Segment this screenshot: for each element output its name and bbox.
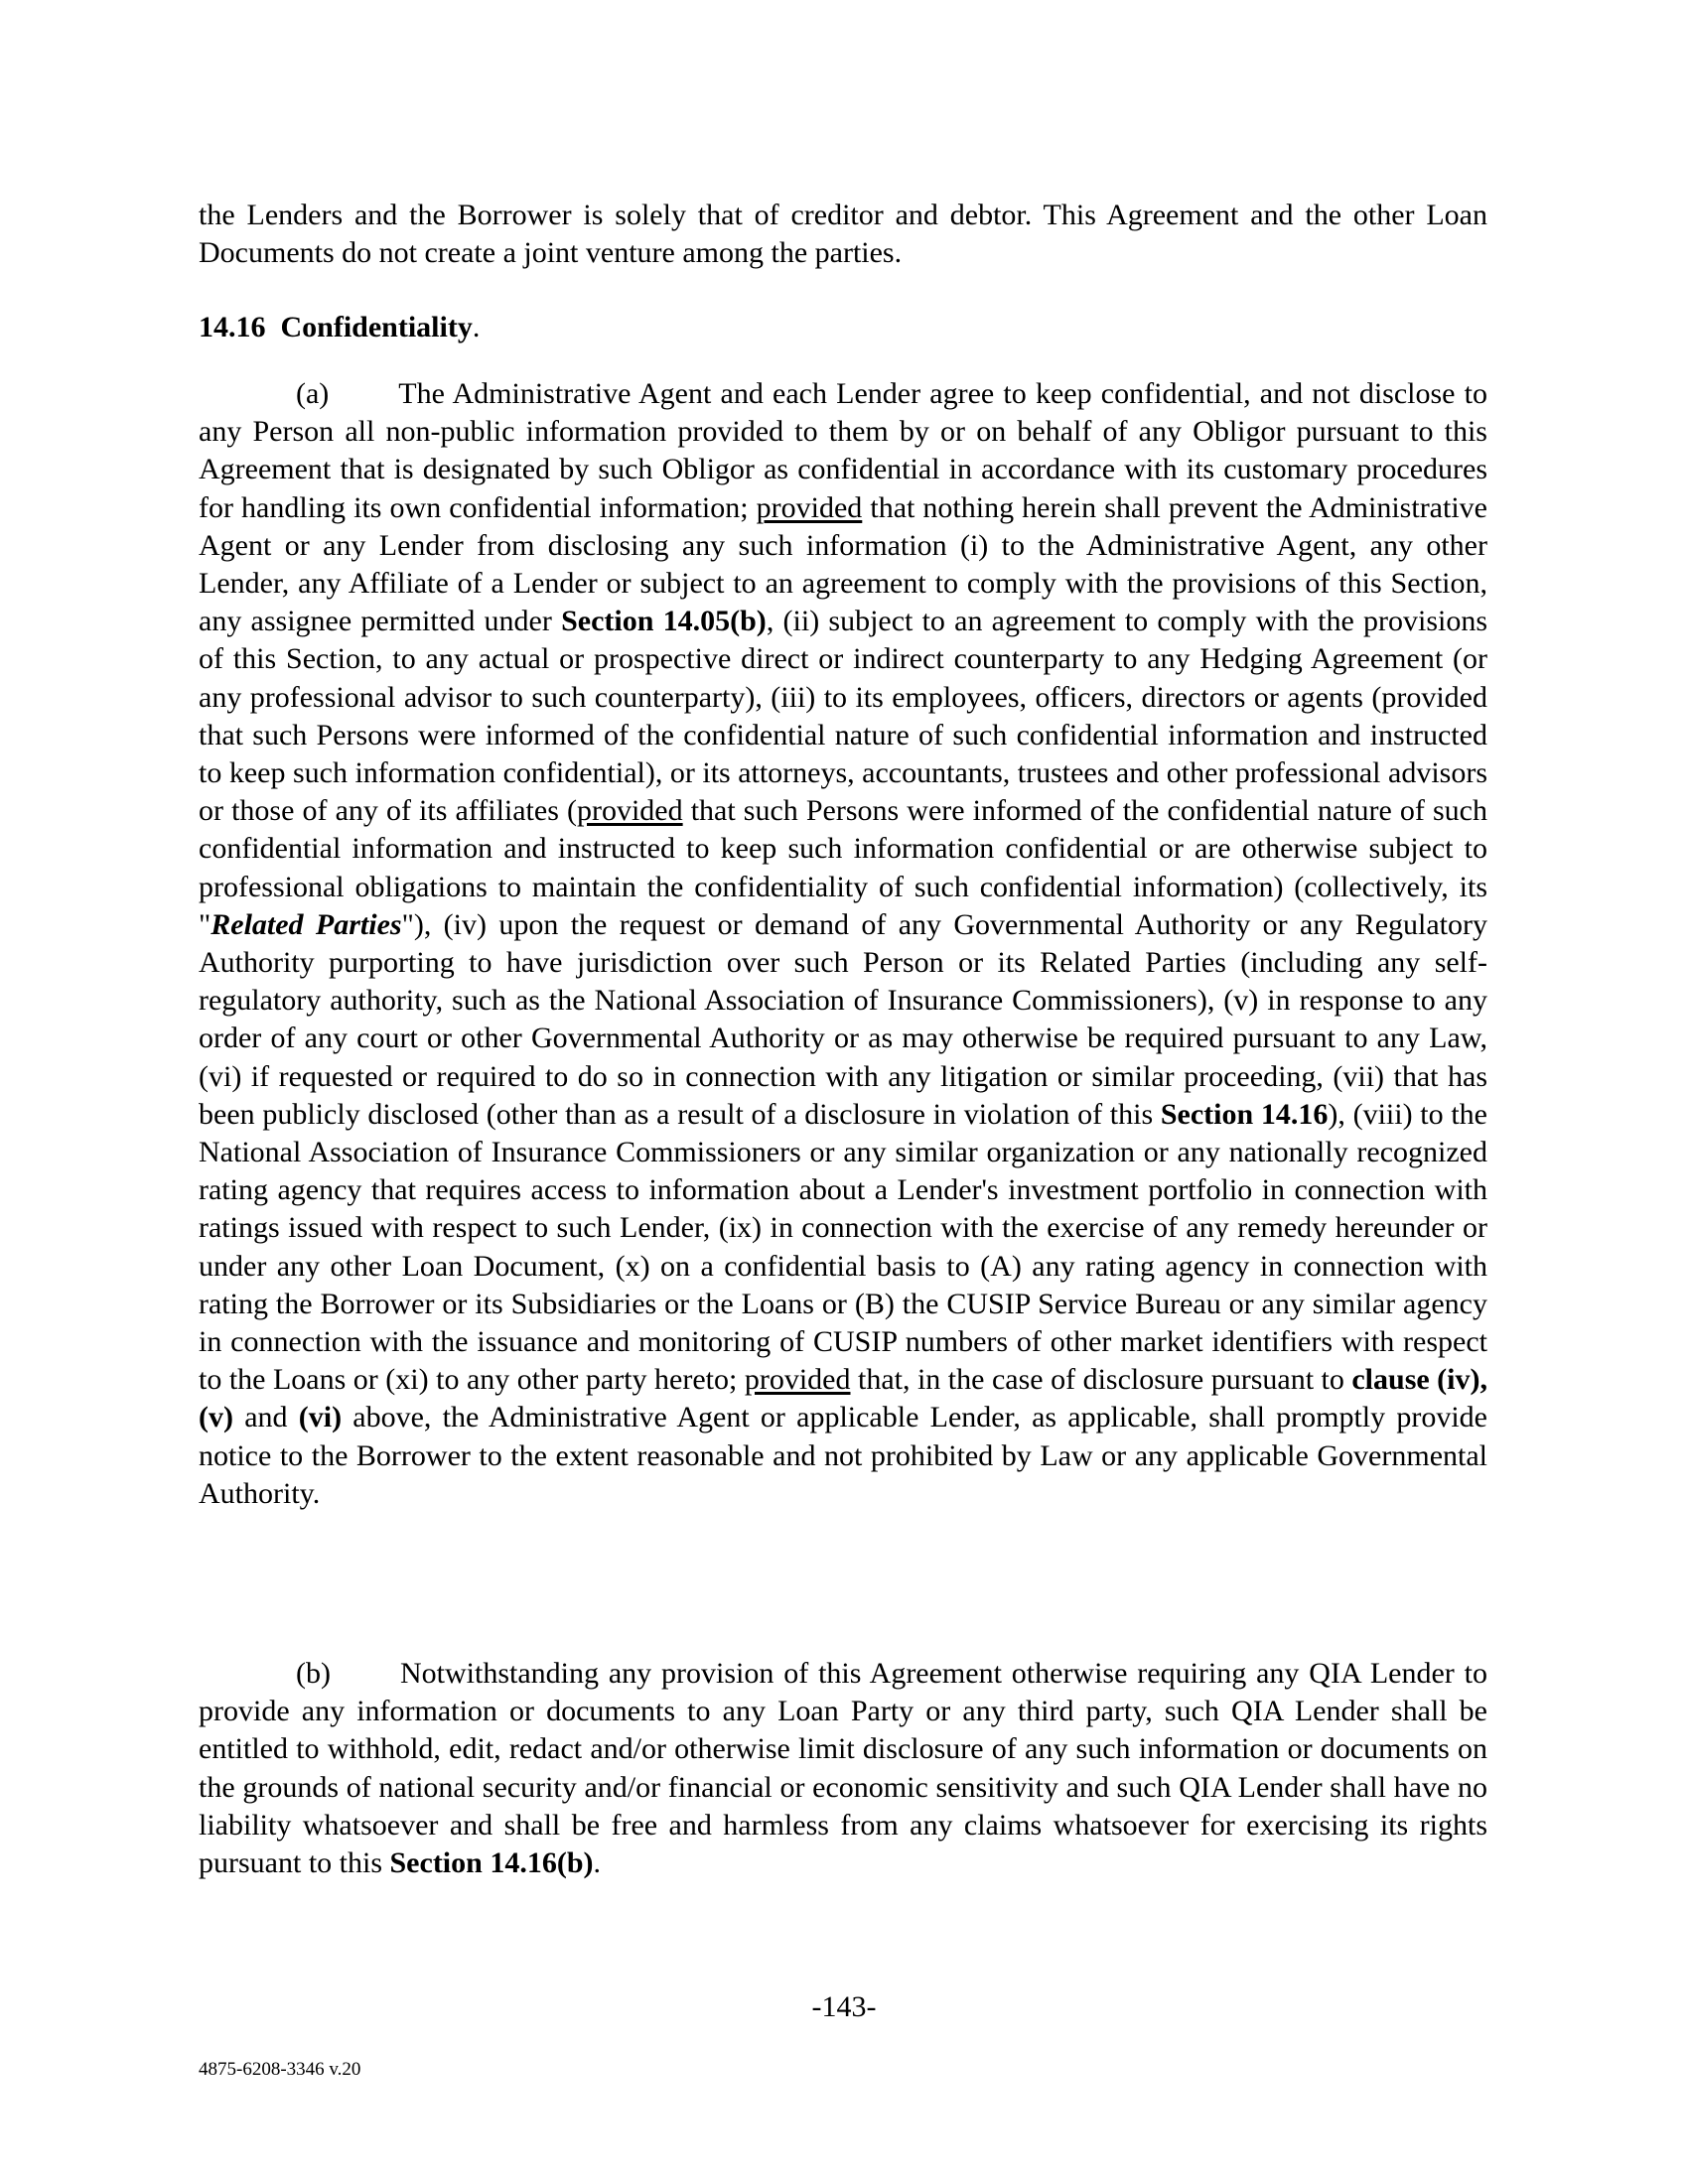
section-reference-14-05b: Section 14.05(b) (561, 605, 767, 638)
paragraph-a-text-9: above, the Administrative Agent or applicable Lender, as applicable, shall promptly provide notice to the Borrower to the extent reasonable and not prohibited by Law or any applicable Governmental Authority. (199, 1401, 1488, 1510)
document-id: 4875-6208-3346 v.20 (199, 2059, 361, 2080)
section-reference-14-16: Section 14.16 (1160, 1097, 1329, 1131)
section-title: Confidentiality (280, 311, 473, 343)
section-heading (199, 309, 480, 346)
defined-term-related-parties: Related Parties (211, 907, 402, 941)
paragraph-a-text-3: , (ii) subject to an agreement to comply with the provisions of this Section, to any actual or prospective direct or indirect counterparty to any Hedging Agreement (or any professional advisor to such counterparty), (iii) to its employees, officers, directors or agents (provided that such Persons were informed of the confidential nature of such confidential information and instructed to keep such information confidential), or its attorneys, accountants, trustees and other professional advisors or those of any of its affiliates ( (199, 605, 1488, 828)
section-reference-14-16b: Section 14.16(b) (389, 1846, 594, 1880)
provided-term-1: provided (756, 490, 863, 524)
provided-term-3: provided (744, 1363, 851, 1397)
section-title-suffix: . (472, 311, 481, 343)
clause-reference-vi: (vi) (298, 1401, 343, 1434)
section-number: 14.16 (199, 311, 266, 343)
paragraph-a-text-2: that nothing herein shall prevent the Administrative Agent or any Lender from disclosing any such information (i) to the Administrative Agent, any other Lender, any Affiliate of a Lender or subject to an agreement to comply with the provisions of this Section, any assignee permitted under (199, 490, 1487, 638)
paragraph-b-label: (b) (296, 1657, 331, 1690)
paragraph-a-text-6: ), (viii) to the National Association of Insurance Commissioners or any similar organization or any nationally recognized rating agency that requires access to information about a Lender's investment portfolio in connection with ratings issued with respect to such Lender, (ix) in connection with the exercise of any remedy hereunder or under any other Loan Document, (x) on a confidential basis to (A) any rating agency in connection with rating the Borrower or its Subsidiaries or the Loans or (B) the CUSIP Service Bureau or any similar agency in connection with the issuance and monitoring of CUSIP numbers of other market identifiers with respect to the Loans or (xi) to any other party hereto; (199, 1097, 1487, 1397)
paragraph-a-label: (a) (296, 377, 330, 410)
paragraph-a-text-5: "), (iv) upon the request or demand of any Governmental Authority or any Regulatory Authority purporting to have jurisdiction over such Person or its Related Parties (including any self-regulatory authority, such as the National Association of Insurance Commissioners), (v) in response to any order of any court or other Governmental Authority or as may otherwise be required pursuant to any Law, (vi) if requested or required to do so in connection with any litigation or similar proceeding, (vii) that has been publicly disclosed (other than as a result of a disclosure in violation of this (199, 907, 1487, 1131)
paragraph-a-text-7: that, in the case of disclosure pursuant to (850, 1363, 1352, 1397)
paragraph-b-text-1: Notwithstanding any provision of this Agreement otherwise requiring any QIA Lender to provide any information or documents to any Loan Party or any third party, such QIA Lender shall be entitled to withhold, edit, redact and/or otherwise limit disclosure of any such information or documents on the grounds of national security and/or financial or economic sensitivity and such QIA Lender shall have no liability whatsoever and shall be free and harmless from any claims whatsoever for exercising its rights pursuant to this (199, 1657, 1487, 1880)
paragraph-a-text-1: The Administrative Agent and each Lender agree to keep confidential, and not disclose to any Person all non-public information provided to them by or on behalf of any Obligor pursuant to this Agreement that is designated by such Obligor as confidential in accordance with its customary procedures for handling its own confidential information; (199, 377, 1487, 524)
paragraph-b-text-2: . (593, 1846, 601, 1880)
clause-reference-iv-v: clause (iv), (v) (199, 1363, 1487, 1434)
provided-term-2: provided (576, 794, 683, 828)
paragraph-a-text-8: and (232, 1401, 299, 1434)
continuation-paragraph (199, 197, 1487, 272)
continuation-text: the Lenders and the Borrower is solely that of creditor and debtor. This Agreement and the other Loan Documents do not create a joint venture among the parties. (199, 199, 1487, 270)
page-number: -143- (811, 1990, 877, 2023)
paragraph-a (199, 375, 1487, 1513)
paragraph-b (199, 1655, 1487, 1882)
paragraph-a-text-4: that such Persons were informed of the confidential nature of such confidential information and instructed to keep such information confidential or are otherwise subject to professional obligations to maintain the confidentiality of such confidential information) (collectively, its " (199, 794, 1487, 941)
